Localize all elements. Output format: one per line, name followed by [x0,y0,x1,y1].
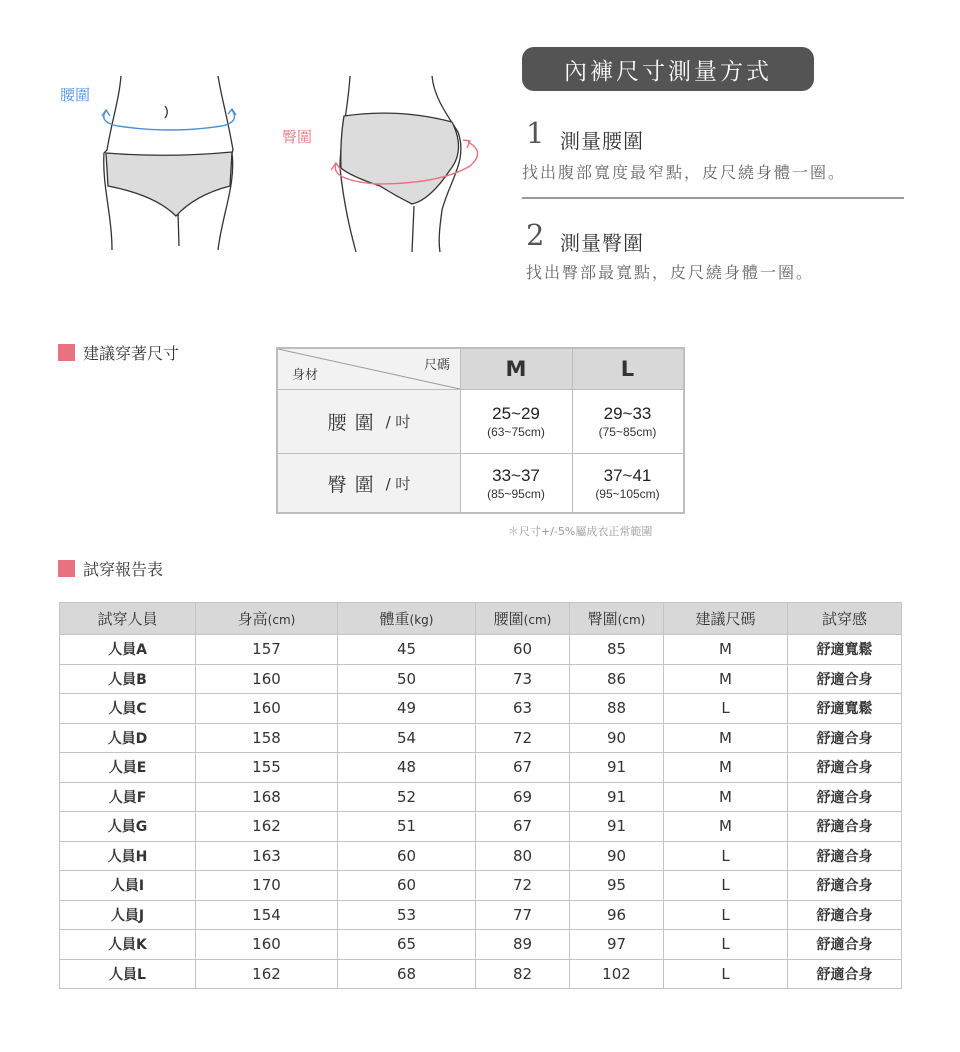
waist-tape-arrow [102,109,236,130]
table-cell: 154 [196,900,338,930]
table-row [60,812,902,842]
table-row [60,753,902,783]
table-cell: 72 [476,871,570,901]
table-row [60,635,902,665]
table-row [60,871,902,901]
table-cell: 102 [570,959,664,989]
column-label: 臀圍 [587,610,618,628]
column-unit: (cm) [617,613,646,627]
front-briefs-shape [106,152,232,216]
size-table-corner [278,349,460,389]
measurement-guide-title: 內褲尺寸測量方式 [522,47,814,91]
size-header-l: L [572,349,683,389]
table-cell: L [664,959,788,989]
step-2-number: 2 [526,218,545,252]
section-marker-icon [58,560,75,577]
table-cell: L [664,930,788,960]
column-label: 試穿感 [821,610,867,628]
table-row [60,841,902,871]
table-cell: 160 [196,694,338,724]
column-label: 試穿人員 [97,610,158,628]
size-row-label-waist: 腰圍 / 吋 [278,390,460,453]
table-row [60,723,902,753]
body-corner-label: 身材 [292,368,319,383]
table-row [60,959,902,989]
table-cell: 45 [338,635,476,665]
table-cell: 舒適合身 [788,871,902,901]
size-cell-waist-l: 29~33 (75~85cm) [598,404,657,439]
table-cell: 95 [570,871,664,901]
table-cell: L [664,871,788,901]
table-cell: 53 [338,900,476,930]
table-cell: M [664,723,788,753]
table-cell: 158 [196,723,338,753]
size-section-heading [58,341,179,364]
table-cell: 舒適合身 [788,959,902,989]
table-cell: 157 [196,635,338,665]
table-cell: 80 [476,841,570,871]
report-column-header [60,603,196,635]
report-section-title: 試穿報告表 [83,560,164,579]
table-cell: 85 [570,635,664,665]
table-cell: 人員I [60,871,196,901]
step-1-number: 1 [526,116,545,150]
table-cell: 舒適合身 [788,782,902,812]
table-cell: 160 [196,930,338,960]
size-corner-label: 尺碼 [423,358,450,373]
table-row [60,664,902,694]
table-cell: 舒適合身 [788,930,902,960]
table-cell: 168 [196,782,338,812]
table-cell: 舒適寬鬆 [788,635,902,665]
table-cell: 舒適合身 [788,900,902,930]
table-cell: 162 [196,959,338,989]
table-cell: 60 [338,871,476,901]
table-cell: 63 [476,694,570,724]
table-cell: 91 [570,812,664,842]
table-cell: 人員G [60,812,196,842]
column-label: 身高 [237,610,268,628]
table-cell: M [664,753,788,783]
table-cell: 49 [338,694,476,724]
table-row [60,930,902,960]
table-cell: 人員D [60,723,196,753]
measurement-illustration [0,0,520,300]
table-cell: M [664,812,788,842]
table-cell: M [664,664,788,694]
table-cell: 人員E [60,753,196,783]
table-cell: 162 [196,812,338,842]
table-cell: 舒適合身 [788,723,902,753]
table-cell: 54 [338,723,476,753]
column-label: 建議尺碼 [695,610,756,628]
table-cell: 73 [476,664,570,694]
table-cell: 舒適寬鬆 [788,694,902,724]
column-unit: (cm) [523,613,552,627]
size-grid-line [460,349,461,512]
table-cell: 人員K [60,930,196,960]
table-cell: 91 [570,753,664,783]
table-cell: 人員B [60,664,196,694]
table-cell: 67 [476,812,570,842]
table-cell: M [664,635,788,665]
table-cell: 90 [570,723,664,753]
table-cell: 人員F [60,782,196,812]
table-cell: 人員C [60,694,196,724]
table-cell: 163 [196,841,338,871]
report-column-header [338,603,476,635]
table-cell: 60 [476,635,570,665]
table-cell: L [664,841,788,871]
column-unit: (kg) [409,613,434,627]
table-cell: 65 [338,930,476,960]
table-cell: 97 [570,930,664,960]
report-column-header [196,603,338,635]
step-1-description: 找出腹部寬度最窄點，皮尺繞身體一圈。 [522,163,847,182]
step-1-title: 測量腰圍 [560,129,644,153]
size-cell-waist-m: 25~29 (63~75cm) [487,404,545,439]
report-header-row [60,603,902,635]
table-row [60,900,902,930]
report-column-header [570,603,664,635]
table-cell: 67 [476,753,570,783]
table-cell: 77 [476,900,570,930]
table-row [60,782,902,812]
table-cell: 96 [570,900,664,930]
table-cell: 舒適合身 [788,664,902,694]
step-2-title: 測量臀圍 [560,231,644,255]
table-cell: 人員A [60,635,196,665]
table-cell: 舒適合身 [788,812,902,842]
size-cell-hip-l: 37~41 (95~105cm) [595,465,660,501]
table-cell: 86 [570,664,664,694]
step-2-description: 找出臀部最寬點，皮尺繞身體一圈。 [526,263,815,282]
size-table [276,347,685,514]
side-briefs-shape [341,113,459,204]
fitting-report-table [59,602,902,989]
table-cell: 69 [476,782,570,812]
step-divider [522,197,904,199]
table-cell: 50 [338,664,476,694]
report-column-header [788,603,902,635]
table-row [60,694,902,724]
table-cell: 170 [196,871,338,901]
size-section-title: 建議穿著尺寸 [83,344,180,363]
table-cell: 人員J [60,900,196,930]
table-cell: 68 [338,959,476,989]
size-tolerance-note: ＊尺寸+/-5%屬成衣正常範圍 [508,525,653,538]
size-row-label-hip: 臀圍 / 吋 [278,454,460,512]
table-cell: 51 [338,812,476,842]
column-unit: (cm) [267,613,296,627]
size-grid-line [278,453,683,454]
column-label: 體重 [379,610,410,628]
size-cell-hip-m: 33~37 (85~95cm) [487,465,545,501]
table-cell: L [664,900,788,930]
column-label: 腰圍 [493,610,524,628]
table-cell: 72 [476,723,570,753]
table-cell: 人員L [60,959,196,989]
table-cell: L [664,694,788,724]
size-grid-line [572,349,573,512]
table-cell: 82 [476,959,570,989]
section-marker-icon [58,344,75,361]
report-column-header [664,603,788,635]
table-cell: 89 [476,930,570,960]
table-cell: M [664,782,788,812]
size-header-m: M [460,349,572,389]
table-cell: 48 [338,753,476,783]
report-column-header [476,603,570,635]
table-cell: 90 [570,841,664,871]
table-cell: 60 [338,841,476,871]
table-cell: 88 [570,694,664,724]
table-cell: 舒適合身 [788,841,902,871]
table-cell: 155 [196,753,338,783]
report-body [60,635,902,989]
table-cell: 52 [338,782,476,812]
waist-label: 腰圍 [60,86,91,104]
table-cell: 160 [196,664,338,694]
table-cell: 人員H [60,841,196,871]
hip-label: 臀圍 [282,128,313,146]
table-cell: 91 [570,782,664,812]
table-cell: 舒適合身 [788,753,902,783]
report-section-heading [58,557,163,580]
size-grid-line [278,389,683,390]
